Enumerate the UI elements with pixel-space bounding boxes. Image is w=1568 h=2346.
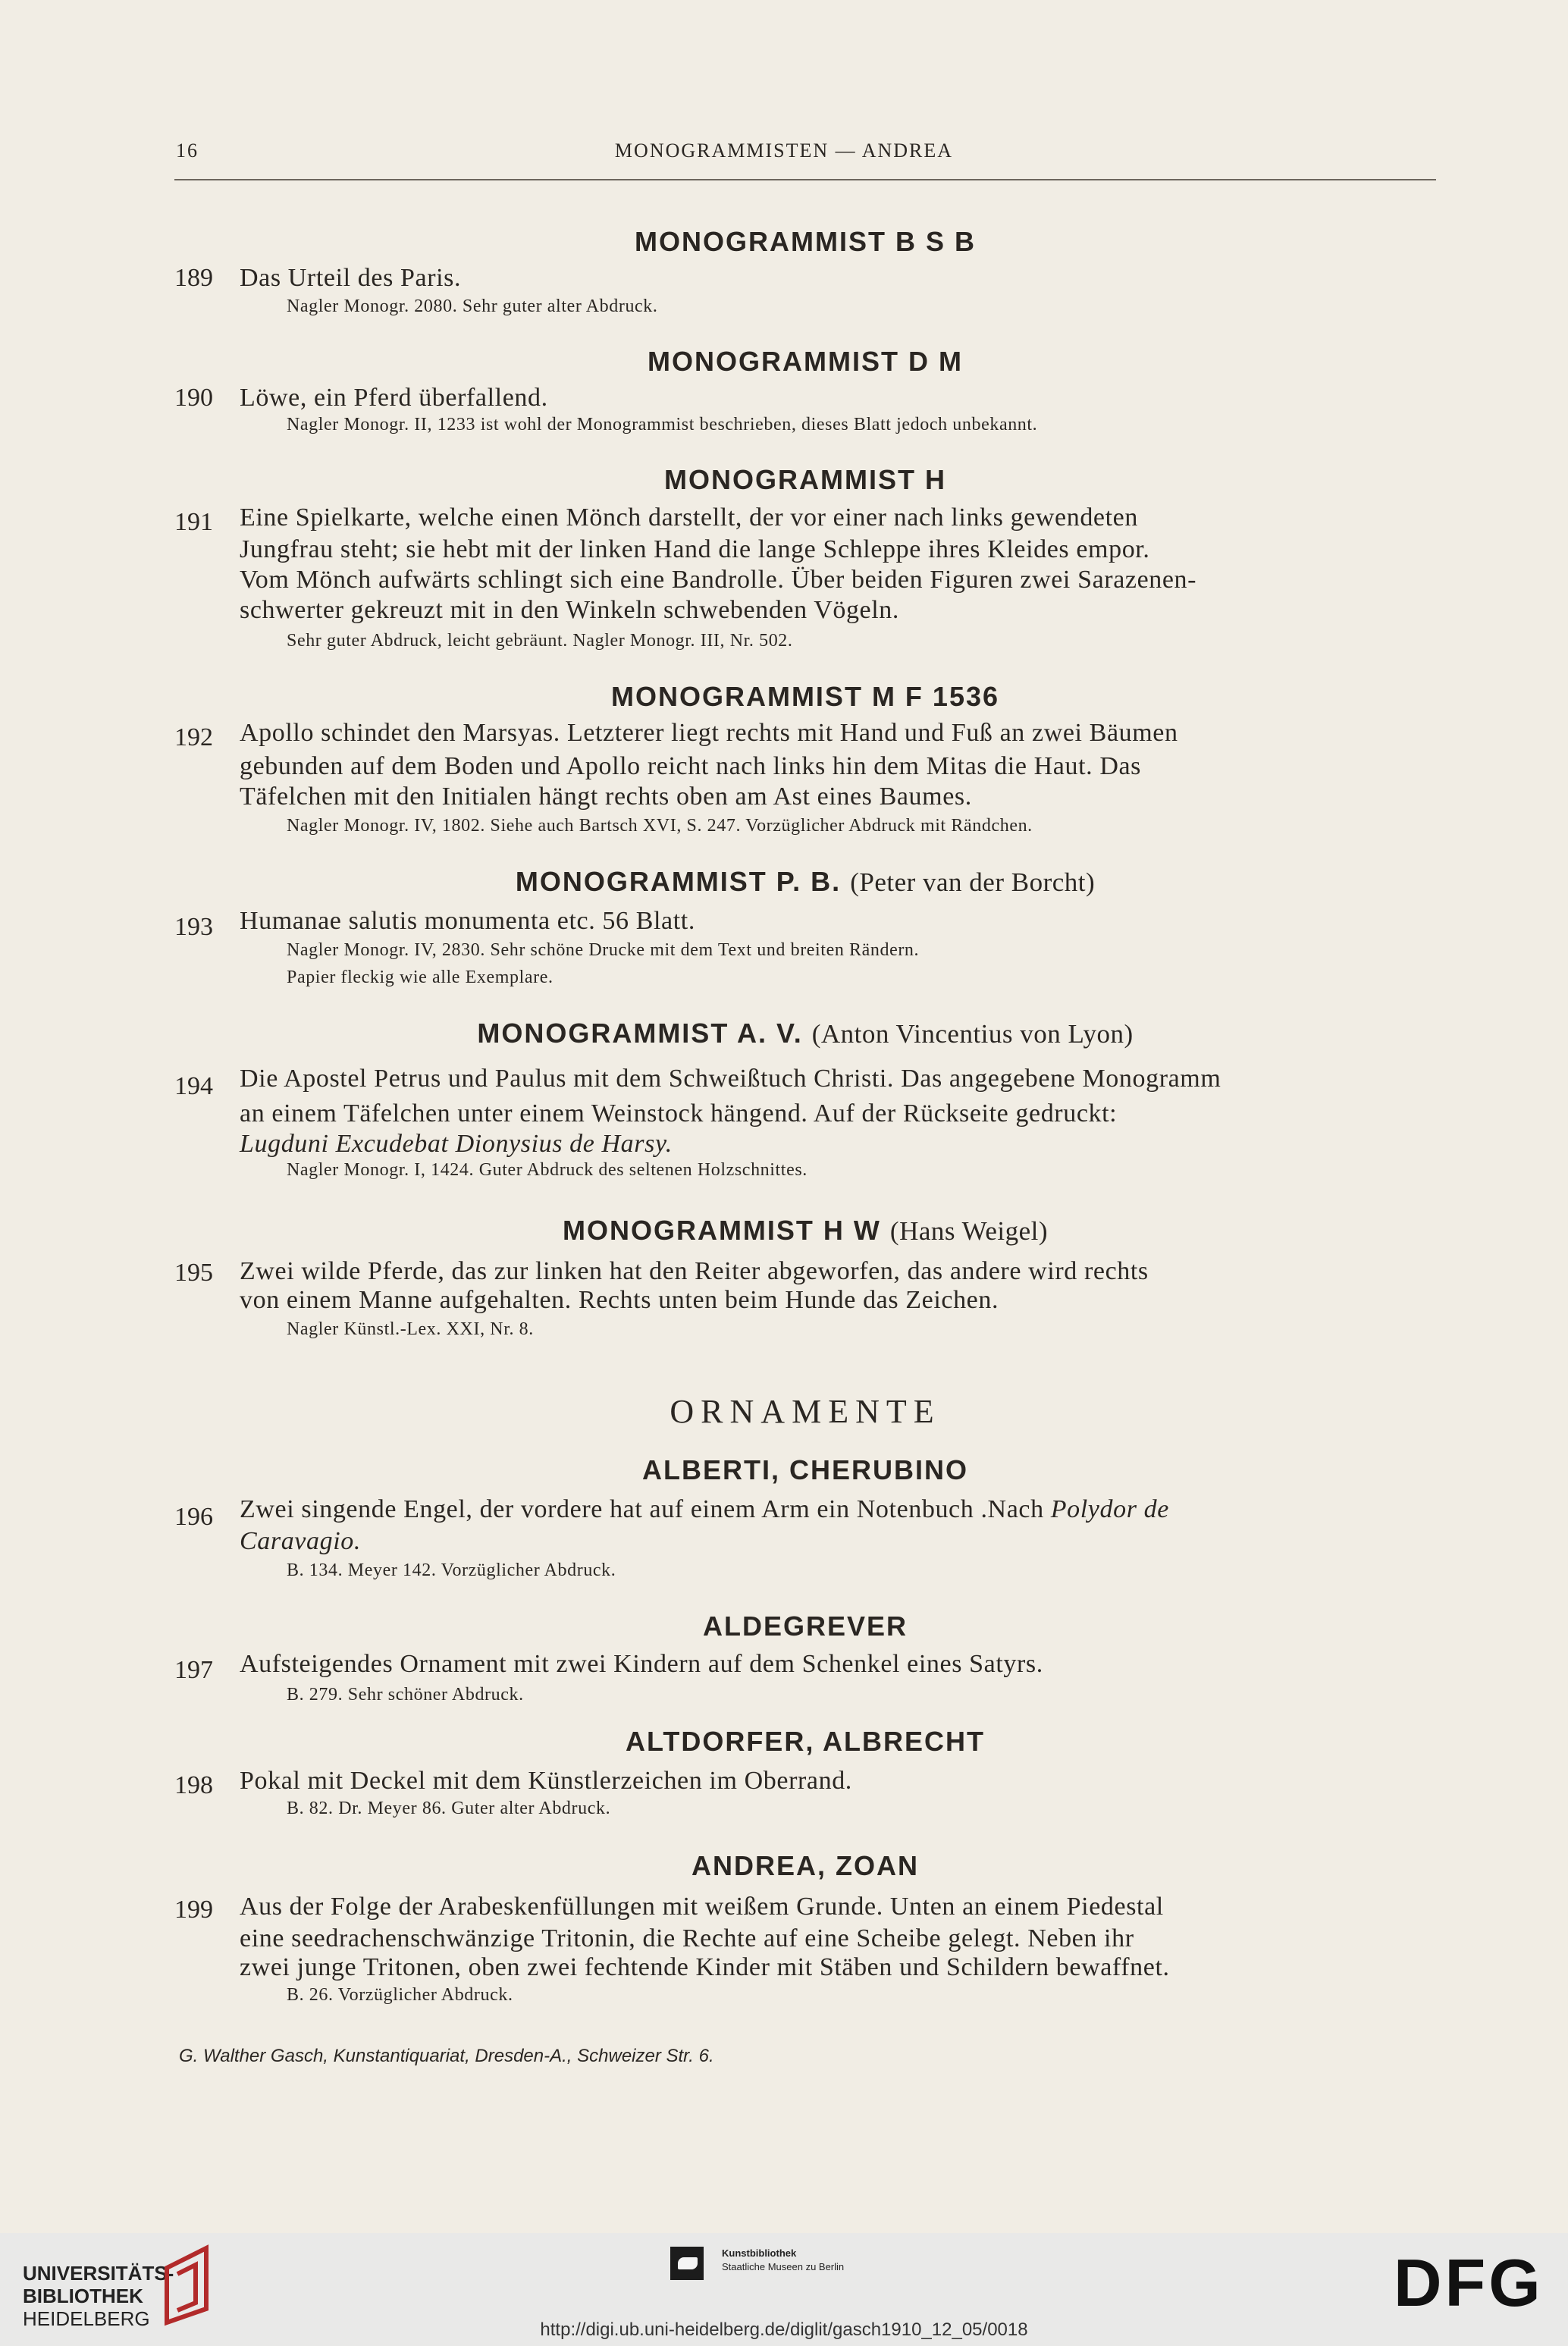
section-heading-h: MONOGRAMMIST H (664, 464, 946, 495)
entry-text-italic: Caravagio. (240, 1527, 361, 1555)
entry-number: 196 (174, 1503, 213, 1531)
entry-text: Jungfrau steht; sie hebt mit der linken Hand die lange Schleppe ihres Kleides empor. (240, 535, 1150, 563)
entry-text: Zwei wilde Pferde, das zur linken hat den Reiter abgeworfen, das andere wird rechts (240, 1257, 1149, 1285)
part-heading: ORNAMENTE (670, 1393, 941, 1430)
publisher-footer: G. Walther Gasch, Kunstantiquariat, Dresden-A., Schweizer Str. 6. (179, 2046, 714, 2066)
section-heading-mf: MONOGRAMMIST M F 1536 (610, 681, 1000, 712)
entry-text: Die Apostel Petrus und Paulus mit dem Schweißtuch Christi. Das angegebene Monogramm (240, 1065, 1221, 1093)
dfg-logo: DFG (1394, 2245, 1544, 2320)
entry-text: eine seedrachenschwänzige Tritonin, die Rechte auf eine Scheibe gelegt. Neben ihr (240, 1924, 1134, 1952)
entry-number: 192 (174, 723, 213, 751)
entry-text: gebunden auf dem Boden und Apollo reicht nach links hin dem Mitas die Haut. Das (240, 752, 1142, 780)
entry-number: 189 (174, 264, 213, 292)
entry-text: Apollo schindet den Marsyas. Letzterer liegt rechts mit Hand und Fuß an zwei Bäumen (240, 719, 1178, 747)
entry-text: Aufsteigendes Ornament mit zwei Kindern auf dem Schenkel eines Satyrs. (240, 1650, 1043, 1678)
kunstbibliothek-label: Kunstbibliothek Staatliche Museen zu Berlin (722, 2247, 845, 2272)
section-heading-altdorfer: ALTDORFER, ALBRECHT (626, 1726, 985, 1757)
entry-number: 198 (174, 1771, 213, 1799)
entry-reference: Papier fleckig wie alle Exemplare. (287, 968, 554, 987)
header-rule (174, 179, 1436, 180)
entry-reference: B. 279. Sehr schöner Abdruck. (287, 1685, 524, 1705)
section-heading-av: MONOGRAMMIST A. V. (Anton Vincentius von Lyon) (477, 1018, 1134, 1049)
entry-reference: Nagler Monogr. IV, 2830. Sehr schöne Drucke mit dem Text und breiten Rändern. (287, 940, 920, 960)
entry-text: Eine Spielkarte, welche einen Mönch darstellt, der vor einer nach links gewendeten (240, 503, 1138, 532)
entry-number: 191 (174, 508, 213, 536)
page-url[interactable]: http://digi.ub.uni-heidelberg.de/diglit/gasch1910_12_05/0018 (540, 2319, 1028, 2340)
entry-text: von einem Manne aufgehalten. Rechts unten beim Hunde das Zeichen. (240, 1286, 999, 1314)
entry-text: Humanae salutis monumenta etc. 56 Blatt. (240, 907, 695, 935)
section-heading-hw: MONOGRAMMIST H W (Hans Weigel) (562, 1215, 1049, 1246)
section-heading-alberti: ALBERTI, CHERUBINO (642, 1454, 968, 1485)
entry-text: an einem Täfelchen unter einem Weinstock hängend. Auf der Rückseite gedruckt: (240, 1099, 1118, 1128)
entry-text: Das Urteil des Paris. (240, 264, 462, 292)
page-number: 16 (176, 140, 199, 162)
section-heading-andrea: ANDREA, ZOAN (691, 1850, 919, 1881)
entry-text-italic: Lugduni Excudebat Dionysius de Harsy. (240, 1130, 673, 1158)
entry-text: Vom Mönch aufwärts schlingt sich eine Bandrolle. Über beiden Figuren zwei Sarazenen- (240, 566, 1197, 594)
entry-text: Aus der Folge der Arabeskenfüllungen mit weißem Grunde. Unten an einem Piedestal (240, 1893, 1164, 1921)
entry-reference: B. 26. Vorzüglicher Abdruck. (287, 1985, 513, 2005)
entry-reference: B. 134. Meyer 142. Vorzüglicher Abdruck. (287, 1560, 616, 1580)
entry-reference: Nagler Künstl.-Lex. XXI, Nr. 8. (287, 1319, 534, 1339)
section-heading-dm: MONOGRAMMIST D M (648, 346, 963, 377)
entry-number: 194 (174, 1072, 213, 1100)
entry-reference: Nagler Monogr. IV, 1802. Siehe auch Bartsch XVI, S. 247. Vorzüglicher Abdruck mit Rändchen. (287, 816, 1033, 836)
entry-number: 190 (174, 384, 213, 412)
entry-reference: Sehr guter Abdruck, leicht gebräunt. Nagler Monogr. III, Nr. 502. (287, 631, 793, 651)
section-heading-pb: MONOGRAMMIST P. B. (Peter van der Borcht) (515, 866, 1096, 897)
section-heading-aldegrever: ALDEGREVER (702, 1611, 908, 1642)
kunstbibliothek-logo (670, 2247, 704, 2280)
entry-text: Zwei singende Engel, der vordere hat auf einem Arm ein Notenbuch .Nach Polydor de (240, 1495, 1169, 1523)
entry-text: zwei junge Tritonen, oben zwei fechtende Kinder mit Stäben und Schildern bewaffnet. (240, 1953, 1170, 1981)
entry-text: Pokal mit Deckel mit dem Künstlerzeichen im Oberrand. (240, 1767, 852, 1795)
university-library-label: UNIVERSITÄTS- BIBLIOTHEK HEIDELBERG (23, 2262, 174, 2330)
section-heading-bsb: MONOGRAMMIST B S B (635, 226, 976, 257)
entry-number: 199 (174, 1896, 213, 1924)
viewer-banner (0, 2233, 1568, 2346)
entry-text: schwerter gekreuzt mit in den Winkeln schwebenden Vögeln. (240, 596, 899, 624)
entry-number: 195 (174, 1259, 213, 1287)
running-head: MONOGRAMMISTEN — ANDREA (614, 140, 954, 162)
entry-reference: Nagler Monogr. 2080. Sehr guter alter Abdruck. (287, 296, 658, 316)
entry-text: Löwe, ein Pferd überfallend. (240, 384, 548, 412)
entry-text: Täfelchen mit den Initialen hängt rechts oben am Ast eines Baumes. (240, 783, 972, 811)
entry-number: 193 (174, 913, 213, 941)
entry-reference: B. 82. Dr. Meyer 86. Guter alter Abdruck. (287, 1799, 611, 1818)
university-library-logo (161, 2244, 215, 2331)
entry-reference: Nagler Monogr. I, 1424. Guter Abdruck des seltenen Holzschnittes. (287, 1160, 808, 1180)
entry-number: 197 (174, 1656, 213, 1684)
entry-reference: Nagler Monogr. II, 1233 ist wohl der Monogrammist beschrieben, dieses Blatt jedoch unbekannt. (287, 415, 1038, 434)
